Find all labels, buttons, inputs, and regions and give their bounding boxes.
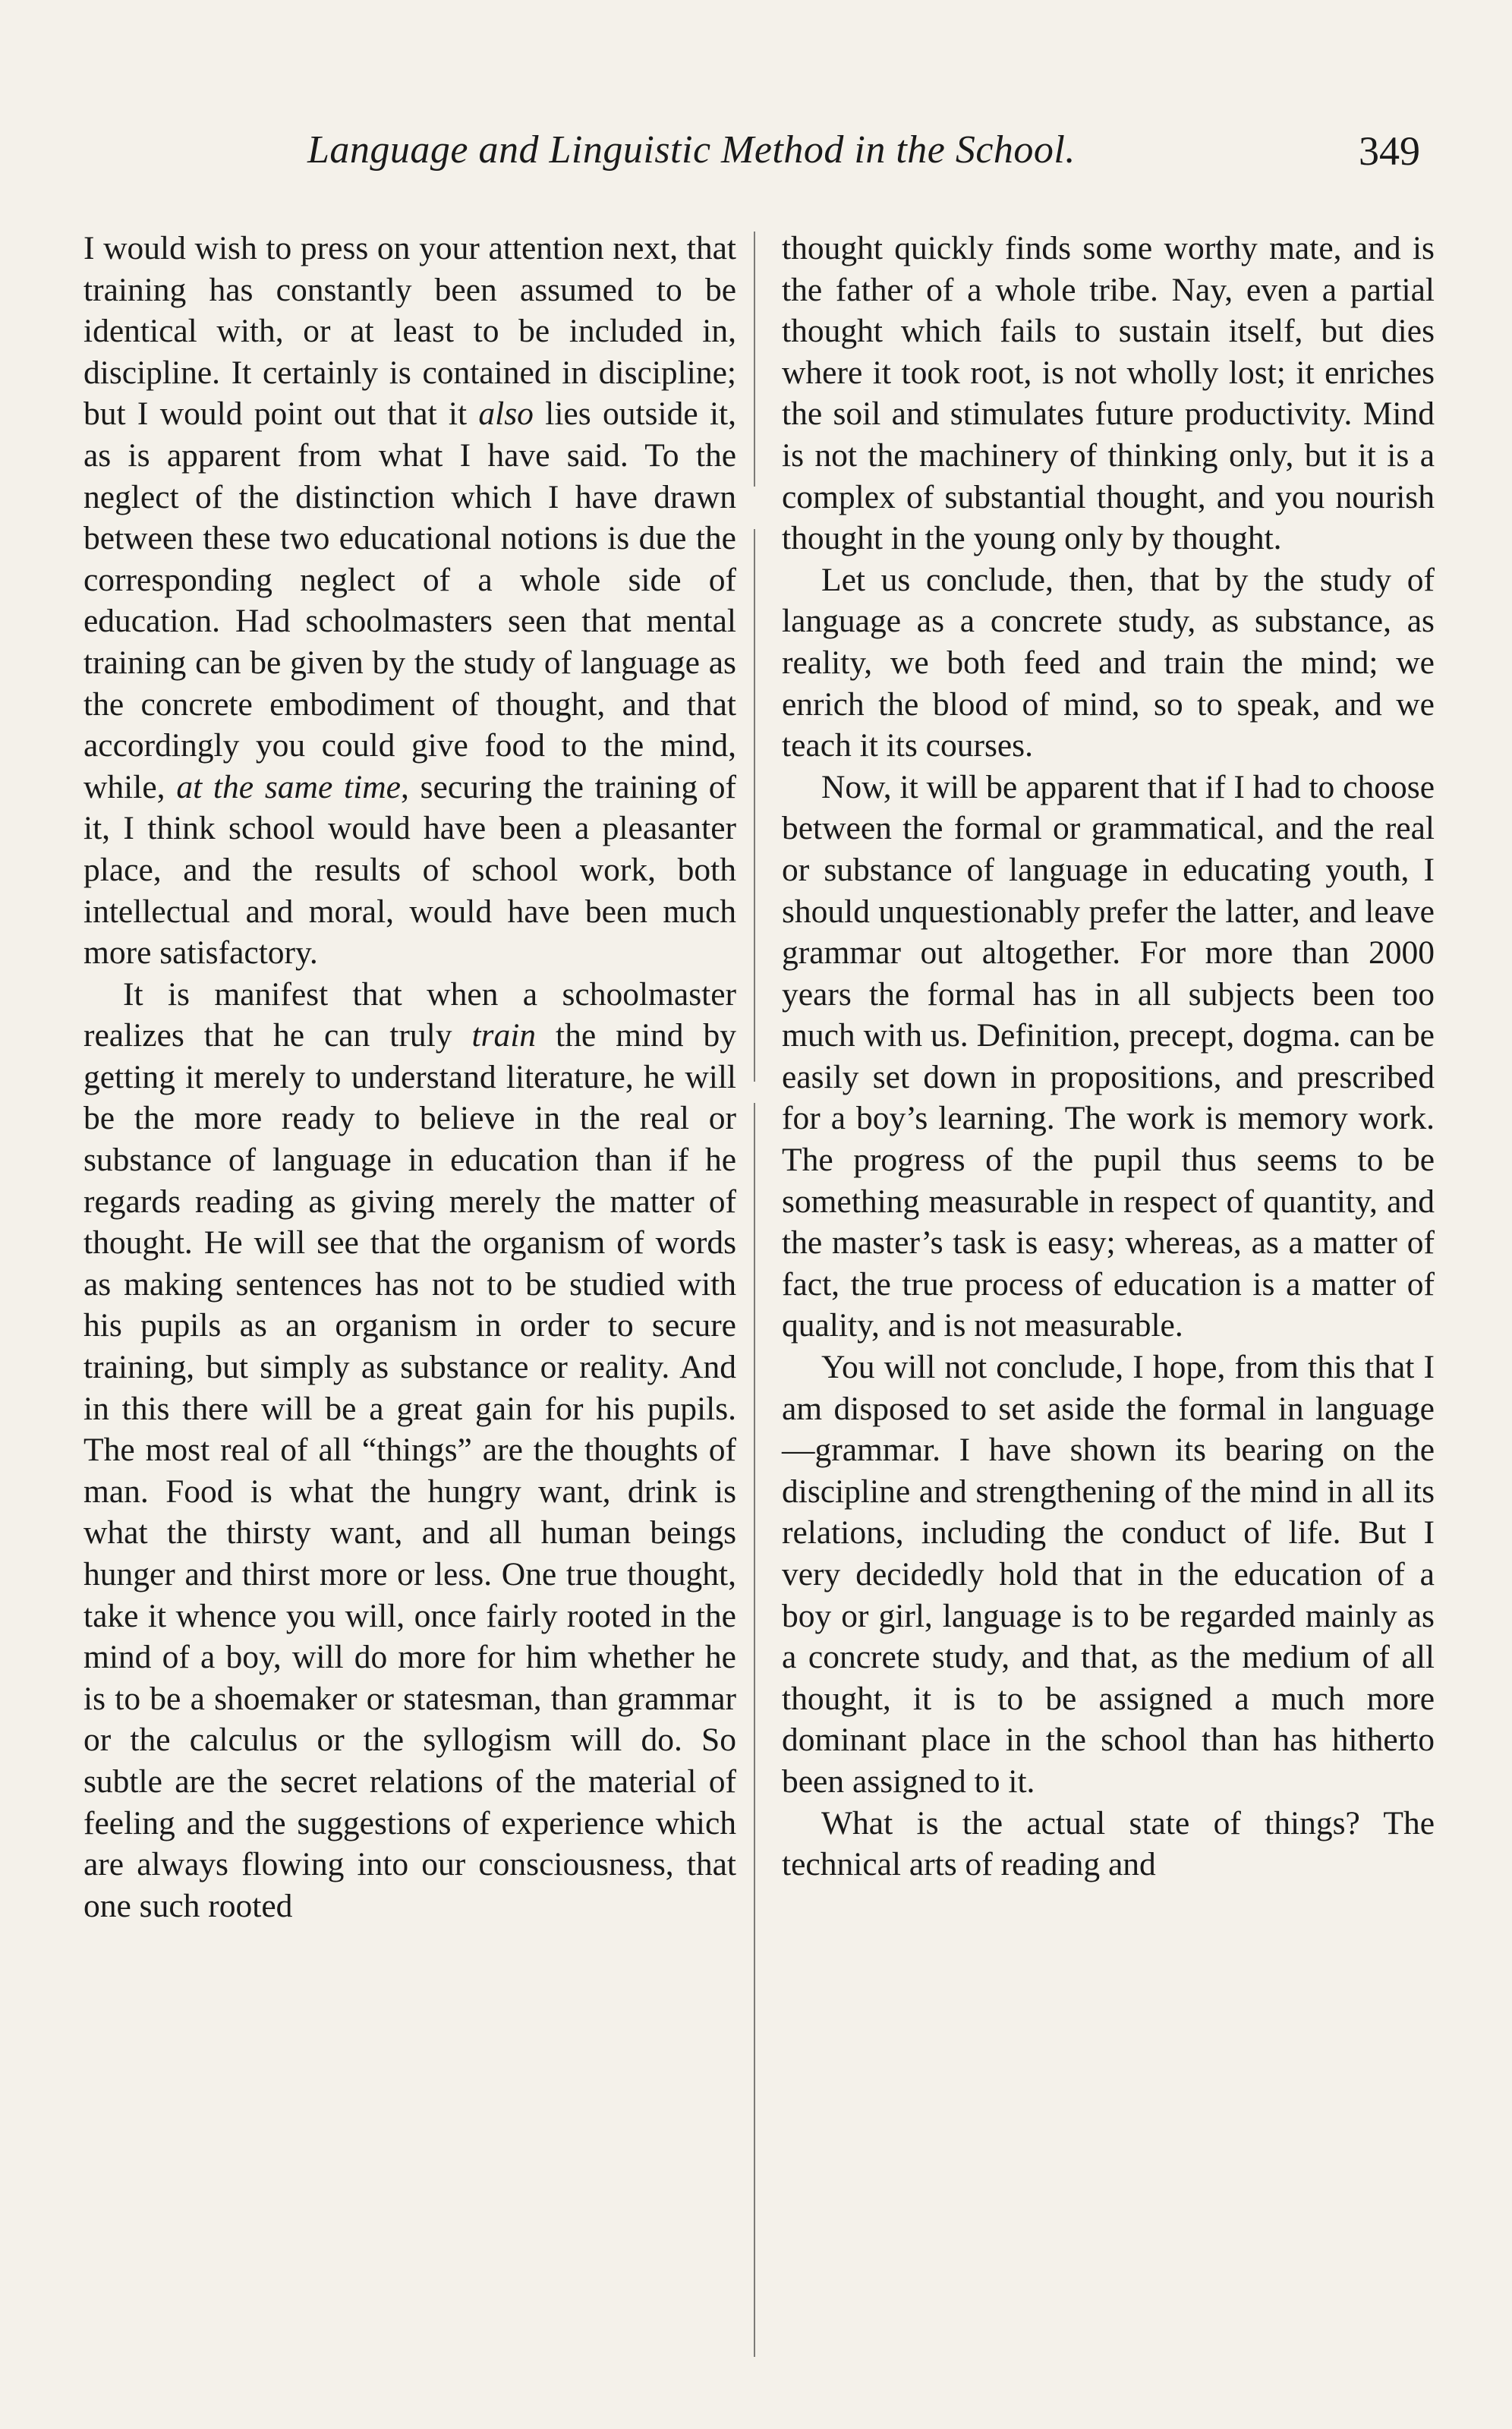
left-column xyxy=(83,228,736,1927)
column-divider xyxy=(754,232,755,2357)
text-run: lies outside it, as is apparent from what I have said. To the neglect of the distinction which I have drawn between these two educational notions is due the corresponding neglect of a whole side of education. Had schoolmasters seen that mental training can be given by the study of language as the concrete embodiment of thought, and that accordingly you could give food to the mind, while, xyxy=(83,395,736,805)
right-paragraph-3: Now, it will be apparent that if I had to choose between the formal or grammatical, and the real or substance of language in educating youth, I should unquestionably prefer the latter, and leave grammar out altogether. For more than 2000 years the formal has in all subjects been too much with us. Definition, precept, dogma. can be easily set down in propositions, and prescribed for a boy’s learning. The work is memory work. The progress of the pupil thus seems to be something measurable in respect of quantity, and the master’s task is easy; whereas, as a matter of fact, the true process of education is a matter of quality, and is not measurable. xyxy=(782,768,1435,1344)
right-column xyxy=(782,228,1435,1886)
emphasis: at the same time xyxy=(176,768,401,805)
running-title: Language and Linguistic Method in the School. xyxy=(307,128,1076,172)
right-paragraph-1: thought quickly finds some worthy mate, and is the father of a whole tribe. Nay, even a partial thought which fails to sustain itself, but dies where it took root, is not wholly lost; it enriches the soil and stimulates future productivity. Mind is not the machinery of thinking only, but it is a complex of substantial thought, and you nourish thought in the young only by thought. xyxy=(782,230,1435,557)
right-paragraph-5: What is the actual state of things? The technical arts of reading and xyxy=(782,1804,1435,1883)
emphasis: also xyxy=(478,395,534,433)
text-run: , securing the training of it, I think school would have been a pleasanter place, and the results of school work, both intellectual and moral, would have been much more satisfactory. xyxy=(83,768,736,972)
page-number: 349 xyxy=(1359,128,1420,174)
page-header xyxy=(0,128,1512,196)
text-run: I would wish to press on your attention next, that training has constantly been assumed to be identical with, or at least to be included in, discipline. It certainly is contained in discipline; but I would point out that it xyxy=(83,230,736,433)
text-run: the mind by getting it merely to understand literature, he will be the more ready to believe in the real or substance of language in education than if he regards reading as giving merely the matter of thought. He will see that the organism of words as making sentences has not to be studied with his pupils as an organism in order to secure training, but simply as substance or reality. And in this there will be a great gain for his pupils. The most real of all “things” are the thoughts of man. Food is what the hungry want, drink is what the thirsty want, and all human beings hunger and thirst more or less. One true thought, take it whence you will, once fairly rooted in the mind of a boy, will do more for him whether he is to be a shoemaker or statesman, than grammar or the calculus or the syllogism will do. So subtle are the secret relations of the material of feeling and the suggestions of experience which are always flowing into our consciousness, that one such rooted xyxy=(83,1017,736,1924)
right-paragraph-4: You will not conclude, I hope, from this that I am disposed to set aside the formal in language—grammar. I have shown its bearing on the discipline and strengthening of the mind in all its relations, including the conduct of life. But I very decidedly hold that in the education of a boy or girl, language is to be regarded mainly as a concrete study, and that, as the medium of all thought, it is to be assigned a much more dominant place in the school than has hitherto been assigned to it. xyxy=(782,1349,1435,1800)
right-paragraph-2: Let us conclude, then, that by the study of language as a concrete study, as substance, as reality, we both feed and train the mind; we enrich the blood of mind, so to speak, and we teach it its courses. xyxy=(782,561,1435,764)
left-paragraph-2 xyxy=(83,974,736,1927)
emphasis: train xyxy=(471,1017,537,1054)
left-paragraph-1 xyxy=(83,228,736,974)
text-run: It is manifest that when a schoolmaster realizes that he can truly xyxy=(83,975,736,1054)
